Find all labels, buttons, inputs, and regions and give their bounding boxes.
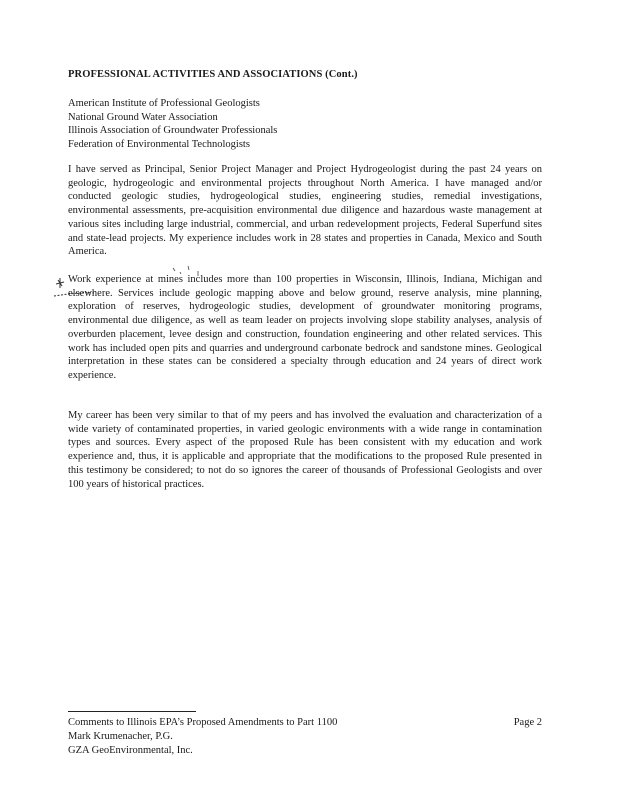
mine-experience-paragraph: Work experience at mines includes more than 100 properties in Wisconsin, Illinois, Indiana, Michigan and elsewhere. Services include geologic mapping above and below ground, reserve analysis, mine planning, exploration of reserves, hydrogeologic studies, development of groundwater monitoring programs, environmental due diligence, as well as team leader on projects involving slope stability analyses, analysis of overburden placement, levee design and construction, foundation engineering and other related services. This work has included open pits and quarries and underground carbonate bedrock and sandstone mines. Geological interpretation in these states can be considered a specialty through education and 24 years of direct work experience. [68,274,542,381]
association-item: National Ground Water Association [68,111,218,123]
page-footer [68,716,542,758]
experience-paragraph: I have served as Principal, Senior Project Manager and Project Hydrogeologist during the past 24 years on geologic, hydrogeologic and environmental projects throughout North America. I have managed and/or conducted geologic studies, hydrogeological studies, engineering studies, remedial investigations, environmental assessments, pre-acquisition environmental due diligence and hazardous waste management at various sites including large industrial, commercial, and urban redevelopment projects, Federal Superfund sites and state-lead projects. My experience includes work in 28 states and properties in Canada, Mexico and South America. [68,164,542,258]
section-heading: PROFESSIONAL ACTIVITIES AND ASSOCIATIONS (Cont.) [68,69,358,80]
association-item: Federation of Environmental Technologists [68,138,250,150]
page-number: Page 2 [513,717,542,728]
footer-author: Mark Krumenacher, P.G. [68,731,173,742]
association-item: American Institute of Professional Geologists [68,98,260,109]
association-item: Illinois Association of Groundwater Professionals [68,125,278,137]
footer-title: Comments to Illinois EPA’s Proposed Amendments to Part 1100 [68,717,338,728]
footer-company: GZA GeoEnvironmental, Inc. [68,745,193,756]
footer-divider [68,711,196,712]
career-paragraph: My career has been very similar to that of my peers and has involved the evaluation and characterization of a wide variety of contaminated properties, in varied geologic environments with a wide range in contamination types and sources. Every aspect of the proposed Rule has been consistent with my education and work experience and, thus, it is applicable and appropriate that the modifications to the proposed Rule presented in this testimony be considered; to not do so ignores the career of thousands of Professional Geologists and over 100 years of historical practices. [68,410,542,490]
associations-list [68,97,277,151]
